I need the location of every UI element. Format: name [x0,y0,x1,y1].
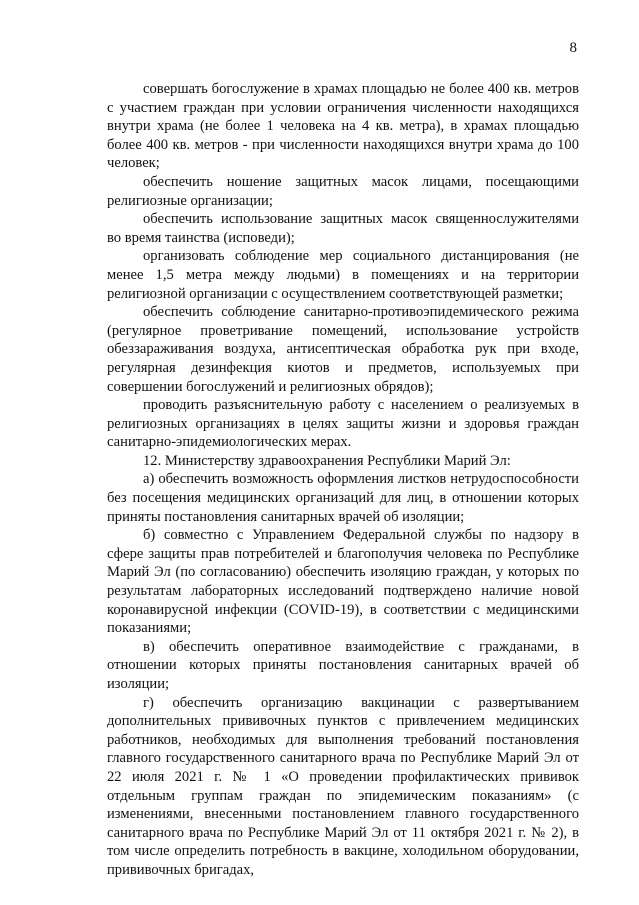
paragraph-item-g: г) обеспечить организацию вакцинации с развертыванием дополнительных прививочных пунктов с привлечением медицинских работников, необходимых для выполнения требований постановления главного государственного санитарного врача по Республике Марий Эл от 22 июля 2021 г. № 1 «О проведении профилактических прививок отдельным группам граждан по эпидемическим показаниям» (с изменениями, внесенными постановлением главного государственного санитарного врача по Республике Марий Эл от 11 октября 2021 г. № 2), в том числе определить потребность в вакцине, холодильном оборудовании, прививочных бригадах, [107,694,579,878]
paragraph-item-a: а) обеспечить возможность оформления листков нетрудоспособности без посещения медицинских организаций для лиц, в отношении которых приняты постановления санитарных врачей об изоляции; [107,471,579,525]
paragraph-sanitary-regime: обеспечить соблюдение санитарно-противоэпидемического режима (регулярное проветривание помещений, использование устройств обеззараживания воздуха, антисептическая обработка рук при входе, регулярная дезинфекция киотов и предметов, используемых при совершении богослужений и религиозных обрядов); [107,304,579,395]
paragraph-explanatory-work: проводить разъяснительную работу с населением о реализуемых в религиозных организациях в целях защиты жизни и здоровья граждан санитарно-эпидемиологических мерах. [107,397,579,451]
paragraph-social-distancing: организовать соблюдение мер социального дистанцирования (не менее 1,5 метра между людьми) в помещениях и на территории религиозной организации с осуществлением соответствующей разметки; [107,248,579,302]
document-body [107,80,579,880]
paragraph-masks-visitors: обеспечить ношение защитных масок лицами, посещающими религиозные организации; [107,173,579,209]
paragraph-masks-clergy: обеспечить использование защитных масок священнослужителями во время таинства (исповеди); [107,211,579,246]
paragraph-item-b: б) совместно с Управлением Федеральной службы по надзору в сфере защиты прав потребителей и благополучия человека по Республике Марий Эл (по согласованию) обеспечить изоляцию граждан, у которых по результатам лабораторных исследований подтверждено наличие новой коронавирусной инфекции (COVID-19), в соответствии с медицинскими показаниями; [107,527,579,637]
paragraph-worship-services: совершать богослужение в храмах площадью не более 400 кв. метров с участием граждан при условии ограничения численности находящихся внутри храма (не более 1 человека на 4 кв. метра), в храмах площадью более 400 кв. метров - при численности находящихся внутри храма до 100 человек; [107,81,579,172]
paragraph-section-12-heading: 12. Министерству здравоохранения Республики Марий Эл: [143,452,511,469]
page-number: 8 [569,40,577,56]
paragraph-item-v: в) обеспечить оперативное взаимодействие с гражданами, в отношении которых приняты постановления санитарных врачей об изоляции; [107,638,579,692]
